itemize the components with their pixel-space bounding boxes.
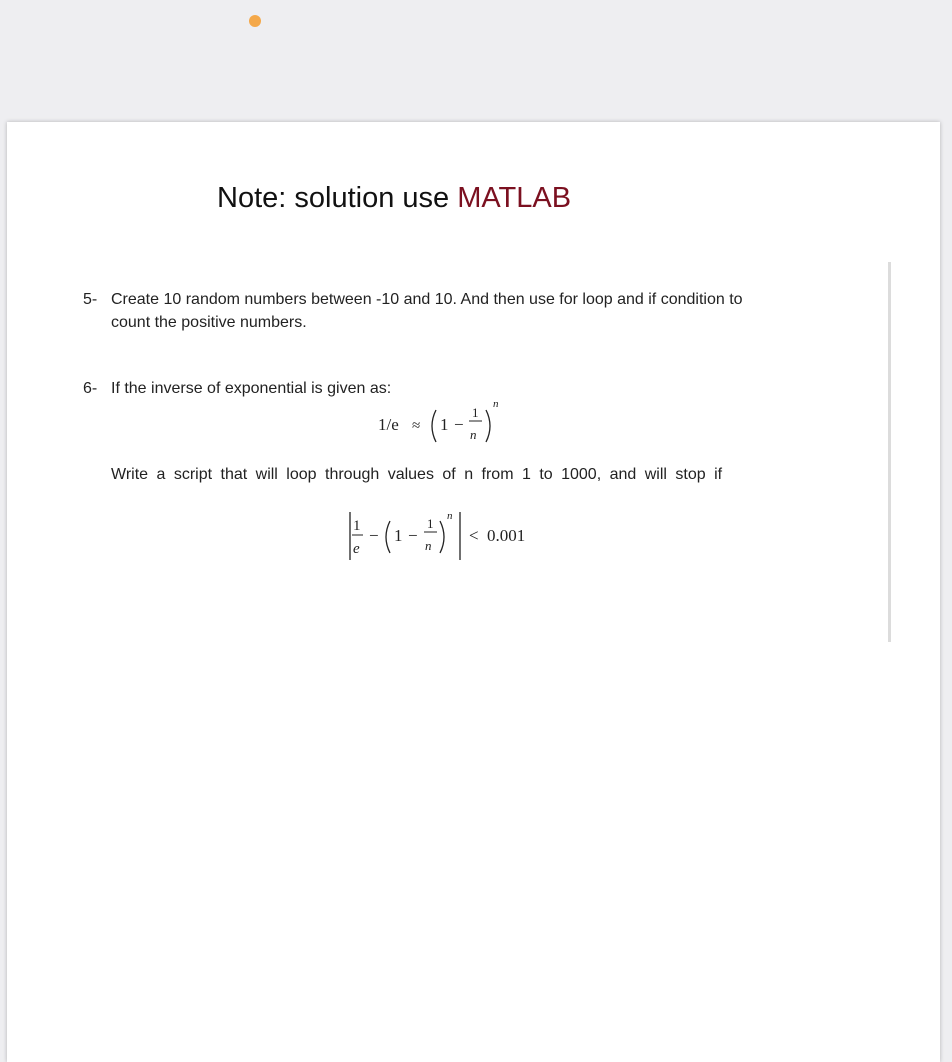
formula-stop-condition (340, 508, 540, 564)
formula2-exponent: n (447, 510, 453, 522)
formula1-lhs: 1/e (378, 415, 399, 434)
formula2-minus2: − (408, 526, 418, 545)
formula2-frac1-den: e (353, 541, 360, 557)
formula1-minus: − (454, 415, 464, 434)
formula-inverse-exponential (370, 396, 520, 448)
formula1-approx: ≈ (412, 418, 421, 434)
note-prefix: Note: solution use (217, 182, 458, 214)
formula2-left-paren (386, 521, 390, 553)
question-text: Create 10 random numbers between -10 and 10. And then use for loop and if condition to count the positive numbers. (111, 291, 743, 331)
formula2-threshold: 0.001 (487, 526, 526, 545)
formula1-right-paren (486, 410, 490, 442)
scrollbar[interactable] (888, 262, 891, 642)
formula2-right-paren (440, 521, 444, 553)
formula2-frac1-num: 1 (353, 518, 361, 534)
note-accent: MATLAB (457, 182, 572, 214)
formula2-frac2-den: n (425, 538, 432, 553)
script-instruction: Write a script that will loop through values of n from 1 to 1000, and will stop if (111, 466, 723, 483)
formula2-frac2-num: 1 (427, 516, 434, 531)
formula1-frac-den: n (470, 427, 477, 442)
formula2-lt: < (469, 526, 479, 545)
formula1-left-paren (432, 410, 436, 442)
formula1-frac-num: 1 (472, 405, 479, 420)
formula1-one: 1 (440, 415, 449, 434)
question-number: 6- (83, 380, 98, 397)
status-indicator-dot (249, 15, 261, 27)
formula2-minus: − (369, 526, 379, 545)
question-text: If the inverse of exponential is given as: (111, 380, 392, 397)
note-heading (217, 182, 571, 215)
document-page (7, 122, 940, 1062)
question-number: 5- (83, 291, 98, 308)
formula2-one: 1 (394, 526, 403, 545)
formula1-exponent: n (493, 398, 499, 410)
